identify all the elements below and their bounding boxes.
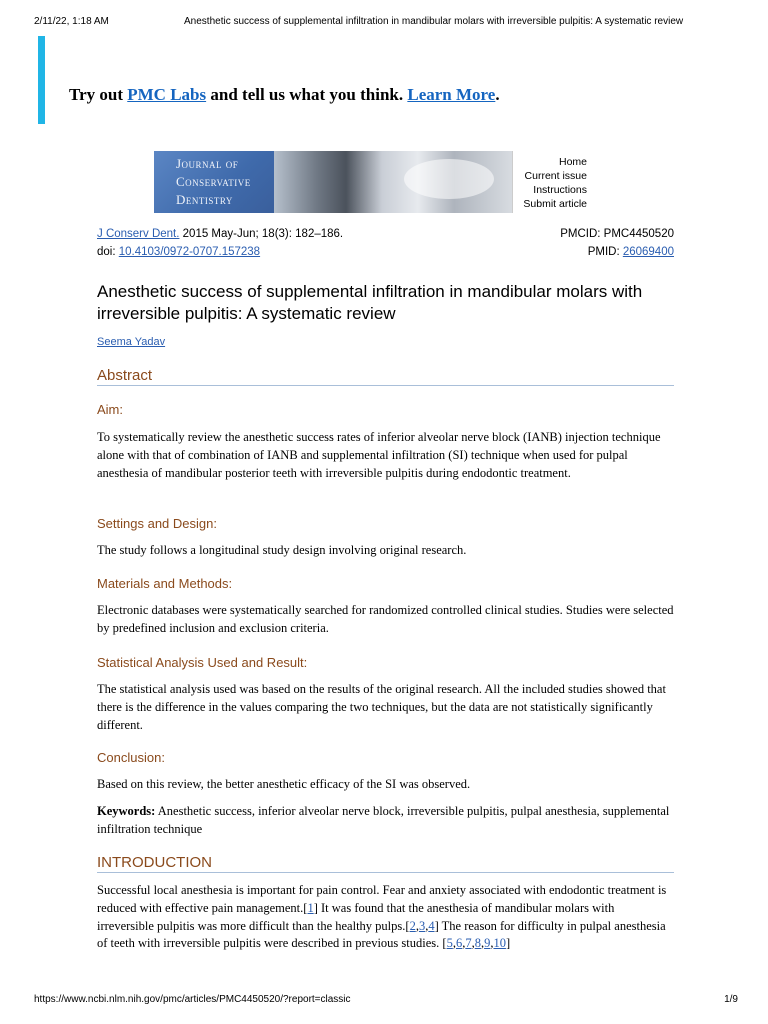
- journal-banner: [154, 151, 590, 213]
- journal-title-line1: Journal of: [176, 156, 239, 171]
- keywords: [97, 803, 674, 839]
- author: [97, 336, 165, 348]
- pmid: PMID: 26069400: [587, 246, 674, 258]
- aim-text: To systematically review the anesthetic success rates of inferior alveolar nerve block (IANB) injection technique alone with that of combination of IANB and supplemental infiltration (SI) technique when used for pulpal anesthesia of mandibular posterior teeth with irreversible pulpitis during endodontic treatment.: [97, 430, 661, 480]
- doi: doi: 10.4103/0972-0707.157238: [97, 246, 261, 258]
- methods-heading: Materials and Methods:: [97, 576, 233, 591]
- keywords-label: Keywords:: [97, 804, 156, 818]
- conclusion-heading: Conclusion:: [97, 750, 165, 765]
- ref-link[interactable]: 1: [307, 900, 314, 915]
- print-date: 2/11/22, 1:18 AM: [34, 16, 109, 27]
- learn-more-link[interactable]: Learn More: [407, 85, 496, 104]
- journal-nav: [512, 151, 590, 213]
- pmcid: PMCID: PMC4450520: [560, 228, 674, 240]
- ref-link[interactable]: 8: [474, 936, 481, 951]
- doi-link[interactable]: 10.4103/0972-0707.157238: [118, 246, 261, 258]
- ref-link[interactable]: 2: [409, 918, 416, 933]
- page-number: 1/9: [724, 994, 738, 1005]
- keywords-text: Anesthetic success, inferior alveolar nerve block, irreversible pulpitis, pulpal anesthesia, supplemental infiltration technique: [97, 804, 670, 836]
- ref-link[interactable]: 9: [484, 936, 491, 951]
- ref-link[interactable]: 10: [493, 936, 506, 951]
- pmc-labs-link[interactable]: PMC Labs: [127, 85, 207, 104]
- citation-info: J Conserv Dent. 2015 May-Jun; 18(3): 182–186.: [97, 228, 344, 240]
- ref-link[interactable]: 6: [455, 936, 463, 951]
- article-title: Anesthetic success of supplemental infiltration in mandibular molars with irreversible pulpitis: A systematic review: [97, 282, 643, 323]
- introduction-heading: INTRODUCTION: [97, 854, 674, 873]
- aim-heading: Aim:: [97, 402, 123, 417]
- stats-text: The statistical analysis used was based on the results of the original research. All the included studies showed that there is the difference in the values comparing the two techniques, but the data are not statistically significantly different.: [97, 682, 666, 732]
- journal-nav-instructions[interactable]: Instructions: [533, 184, 587, 196]
- stats-heading: Statistical Analysis Used and Result:: [97, 655, 308, 670]
- print-page-title: Anesthetic success of supplemental infiltration in mandibular molars with irreversible pulpitis: A systematic review: [184, 16, 684, 27]
- methods-text: Electronic databases were systematically searched for randomized controlled clinical studies. Studies were selected by predefined inclusion and exclusion criteria.: [97, 603, 674, 635]
- design-heading: Settings and Design:: [97, 516, 217, 531]
- journal-nav-home[interactable]: Home: [558, 156, 587, 168]
- journal-banner-image: [274, 151, 514, 213]
- introduction-text: Successful local anesthesia is important for pain control. Fear and anxiety associated with endodontic treatment is reduced with effective pain management.[1] It was found that the anesthesia of mandibular molars with irreversible pulpitis was more difficult than the healthy pulps.[2,3,4] The reason for difficulty in pulpal anesthesia of teeth with irreversible pulpitis were described in previous studies. [5,6,7,8,9,10]: [97, 883, 667, 951]
- author-link[interactable]: Seema Yadav: [97, 336, 166, 348]
- abstract-heading: Abstract: [97, 367, 674, 386]
- pmc-labs-banner: [38, 36, 685, 124]
- journal-nav-submit-article[interactable]: Submit article: [523, 198, 587, 210]
- journal-title-line2: Conservative: [176, 174, 251, 189]
- ref-link[interactable]: 7: [465, 936, 472, 951]
- journal-logo[interactable]: [154, 151, 274, 213]
- ref-link[interactable]: 3: [418, 918, 426, 933]
- pmid-link[interactable]: 26069400: [622, 246, 674, 258]
- journal-title-line3: Dentistry: [176, 192, 233, 207]
- design-text: The study follows a longitudinal study design involving original research.: [97, 543, 467, 557]
- ref-link[interactable]: 5: [446, 936, 453, 951]
- journal-link[interactable]: J Conserv Dent.: [97, 228, 180, 240]
- pmc-labs-message: Try out PMC Labs and tell us what you think. Learn More.: [69, 85, 500, 104]
- page-url: https://www.ncbi.nlm.nih.gov/pmc/articles/PMC4450520/?report=classic: [34, 994, 351, 1005]
- journal-nav-current-issue[interactable]: Current issue: [524, 170, 587, 182]
- ref-link[interactable]: 4: [428, 918, 435, 933]
- conclusion-text: Based on this review, the better anesthetic efficacy of the SI was observed.: [97, 777, 471, 791]
